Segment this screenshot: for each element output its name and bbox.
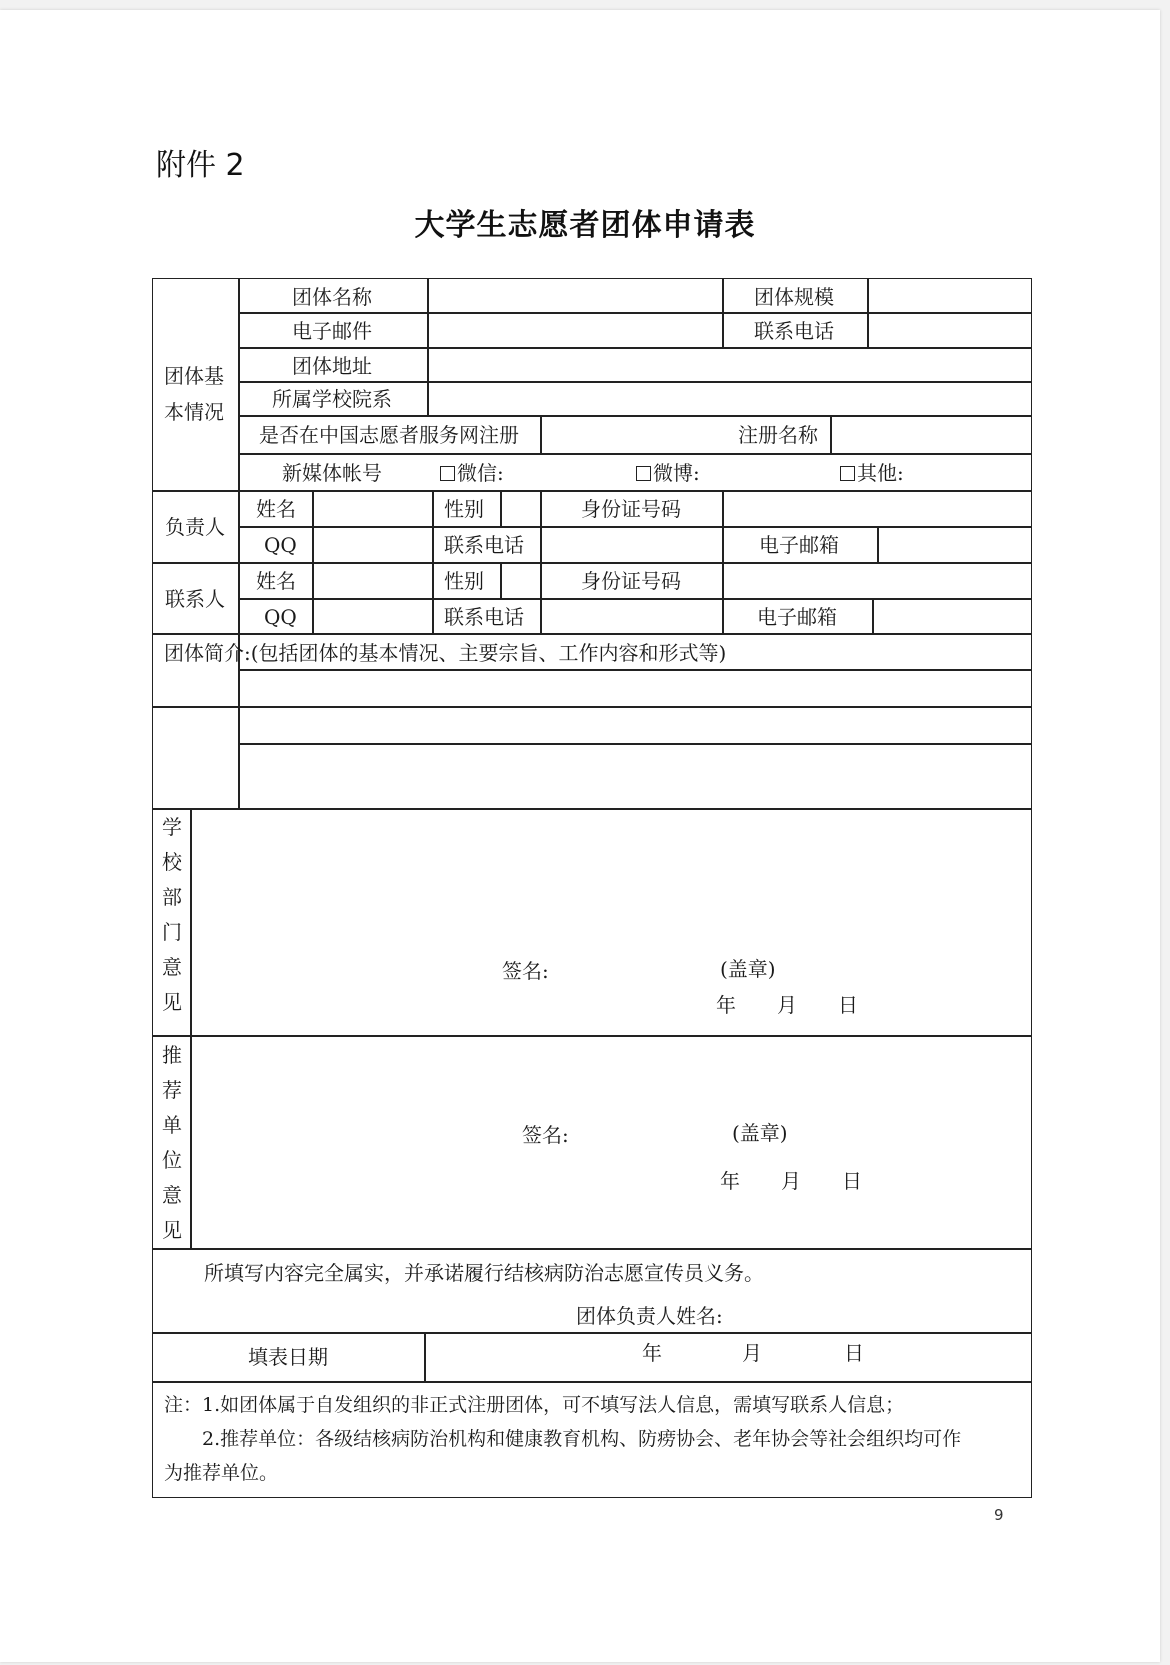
school-day-label: 日 [838, 993, 858, 1017]
fill-date-year: 年 [642, 1341, 662, 1365]
leader-phone-label: 联系电话 [444, 533, 524, 557]
leader-section-label: 负责人 [165, 515, 225, 539]
contact-email-label: 电子邮箱 [757, 605, 837, 629]
school-seal-label: (盖章) [720, 957, 776, 981]
recommend-opinion-label: 推荐单位意见 [162, 1043, 182, 1242]
recommend-sign-label: 签名: [522, 1123, 569, 1147]
fill-date-day: 日 [844, 1341, 864, 1365]
wechat-checkbox[interactable] [440, 466, 455, 481]
group-name-label: 团体名称 [292, 285, 372, 309]
email-label: 电子邮件 [292, 319, 372, 343]
application-form-table [152, 278, 1032, 1498]
note-line-1: 注：1.如团体属于自发组织的非正式注册团体，可不填写法人信息，需填写联系人信息； [164, 1394, 905, 1416]
contact-qq-label: QQ [264, 605, 297, 629]
school-year-label: 年 [716, 993, 736, 1017]
contact-name-label: 姓名 [256, 569, 296, 593]
attachment-label: 附件 2 [156, 148, 245, 183]
contact-section-label: 联系人 [165, 587, 225, 611]
pledge-text: 所填写内容完全属实，并承诺履行结核病防治志愿宣传员义务。 [204, 1261, 764, 1285]
contact-gender-label: 性别 [444, 569, 484, 593]
recommend-year-label: 年 [720, 1169, 740, 1193]
page-number: 9 [994, 1506, 1004, 1524]
address-label: 团体地址 [292, 354, 372, 378]
leader-sign-label: 团体负责人姓名: [576, 1304, 723, 1328]
wechat-option[interactable]: 微信: [440, 462, 504, 484]
leader-gender-label: 性别 [444, 497, 484, 521]
registered-label: 是否在中国志愿者服务网注册 [259, 423, 519, 447]
leader-email-label: 电子邮箱 [759, 533, 839, 557]
registered-name-label: 注册名称 [738, 423, 818, 447]
group-size-label: 团体规模 [754, 285, 834, 309]
recommend-seal-label: (盖章) [732, 1121, 788, 1145]
contact-phone-label: 联系电话 [444, 605, 524, 629]
note-line-2: 2.推荐单位：各级结核病防治机构和健康教育机构、防痨协会、老年协会等社会组织均可作 [202, 1428, 962, 1450]
school-month-label: 月 [777, 993, 797, 1017]
fill-date-label: 填表日期 [248, 1345, 328, 1369]
leader-name-label: 姓名 [256, 497, 296, 521]
new-media-label: 新媒体帐号 [282, 461, 382, 485]
leader-id-label: 身份证号码 [581, 497, 681, 521]
leader-qq-label: QQ [264, 533, 297, 557]
note-line-3: 为推荐单位。 [164, 1462, 279, 1484]
other-checkbox[interactable] [840, 466, 855, 481]
school-sign-label: 签名: [502, 959, 549, 983]
school-label: 所属学校院系 [272, 387, 392, 411]
recommend-day-label: 日 [842, 1169, 862, 1193]
intro-label: 团体简介:(包括团体的基本情况、主要宗旨、工作内容和形式等) [164, 641, 727, 665]
basic-info-section-label: 团体基本情况 [164, 364, 224, 424]
fill-date-month: 月 [742, 1341, 762, 1365]
school-opinion-label: 学校部门意见 [162, 815, 182, 1014]
weibo-checkbox[interactable] [636, 466, 651, 481]
weibo-option[interactable]: 微博: [636, 462, 700, 484]
phone-label: 联系电话 [754, 319, 834, 343]
contact-id-label: 身份证号码 [581, 569, 681, 593]
form-title: 大学生志愿者团体申请表 [414, 208, 756, 243]
other-option[interactable]: 其他: [840, 462, 904, 484]
recommend-month-label: 月 [781, 1169, 801, 1193]
